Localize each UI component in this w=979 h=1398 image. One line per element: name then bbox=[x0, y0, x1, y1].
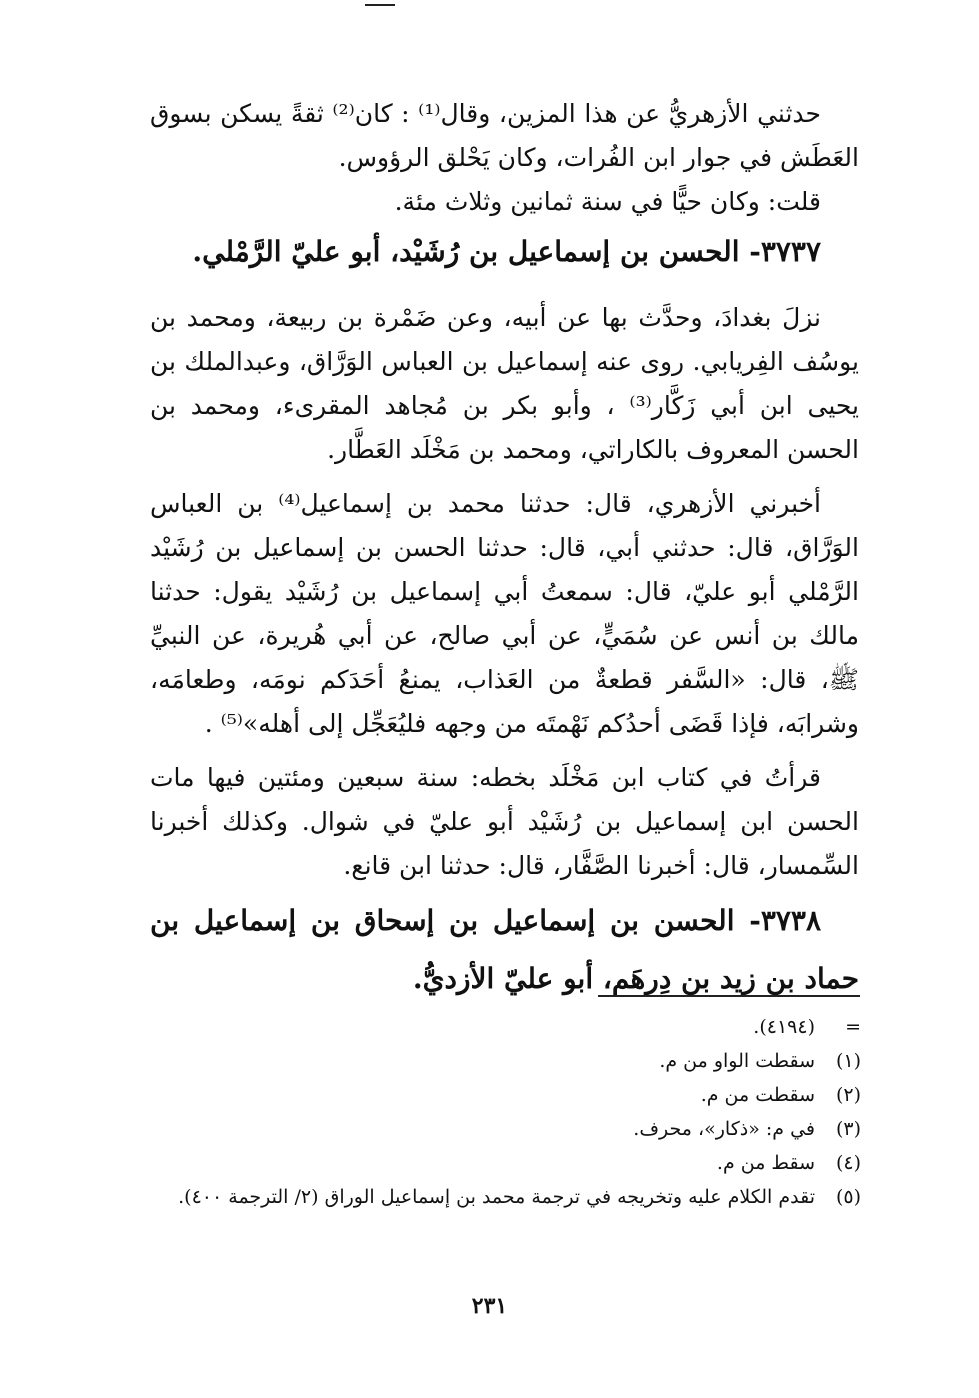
entry-title-3737: ٣٧٣٧- الحسن بن إسماعيل بن رُشَيْد، أبو عليّ الرَّمْلي. bbox=[192, 235, 821, 268]
page-number: ٢٣١ bbox=[471, 1293, 508, 1319]
footnote-number: (١) bbox=[835, 1050, 861, 1072]
footnote-item bbox=[150, 1180, 861, 1214]
entry-title-3738: ٣٧٣٨- الحسن بن إسماعيل بن إسحاق بن إسماعيل بن حماد بن زيد بن دِرهَم، أبو عليّ الأزديُّ. bbox=[150, 904, 859, 995]
paragraph-2: قلت: وكان حيًّا في سنة ثمانين وثلاث مئة. bbox=[394, 187, 821, 216]
footnote-item bbox=[150, 1112, 861, 1146]
footnote-item bbox=[150, 1146, 861, 1180]
footnote-number: (٢) bbox=[835, 1084, 861, 1106]
footnote-rule bbox=[598, 995, 860, 997]
footnote-item bbox=[150, 1010, 861, 1044]
footnote-number: (٣) bbox=[835, 1118, 861, 1140]
footnotes bbox=[150, 1010, 861, 1214]
footnote-text: (٤١٩٤). bbox=[753, 1016, 815, 1038]
main-text bbox=[150, 92, 859, 1008]
footnote-text: تقدم الكلام عليه وتخريجه في ترجمة محمد بن إسماعيل الوراق (٢/ الترجمة ٤٠٠). bbox=[178, 1186, 815, 1208]
footnote-text: في م: «ذكار»، محرف. bbox=[633, 1118, 815, 1140]
top-rule bbox=[365, 4, 395, 6]
paragraph-3: نزلَ بغدادَ، وحدَّث بها عن أبيه، وعن ضَمْرة بن ربيعة، ومحمد بن يوسُف الفِريابي. روى عنه إسماعيل بن العباس الوَرَّاق، وعبدالملك بن يحيى ابن أبي زَكَّار⁽³⁾ ، وأبو بكر بن مُجاهد المقرىء، ومحمد بن الحسن المعروف بالكاراتي، ومحمد بن مَخْلَد العَطَّار. bbox=[150, 303, 859, 464]
footnote-item bbox=[150, 1078, 861, 1112]
footnote-number: = bbox=[845, 1016, 861, 1038]
paragraph-5: قرأتُ في كتاب ابن مَخْلَد بخطه: سنة سبعين ومئتين فيها مات الحسن ابن إسماعيل بن رُشَيْد أبو عليّ في شوال. وكذلك أخبرنا السِّمسار، قال: أخبرنا الصَّفَّار، قال: حدثنا ابن قانع. bbox=[150, 763, 859, 880]
paragraph-1: حدثني الأزهريُّ عن هذا المزين، وقال⁽¹⁾ : كان⁽²⁾ ثقةً يسكن بسوق العَطَش في جوار ابن الفُرات، وكان يَحْلق الرؤوس. bbox=[150, 99, 859, 172]
footnote-item bbox=[150, 1044, 861, 1078]
paragraph-4: أخبرني الأزهري، قال: حدثنا محمد بن إسماعيل⁽⁴⁾ بن العباس الوَرَّاق، قال: حدثني أبي، قال: حدثنا الحسن بن إسماعيل بن رُشَيْد الرَّمْلي أبو عليّ، قال: سمعتُ أبي إسماعيل بن رُشَيْد يقول: حدثنا مالك بن أنس عن سُمَيٍّ، عن أبي صالح، عن أبي هُريرة، عن النبيِّ ﷺ، قال: «السَّفر قطعةٌ من العَذاب، يمنعُ أحَدَكم نومَه، وطعامَه، وشرابَه، فإذا قَضَى أحدُكم نَهْمتَه من وجهه فليُعَجِّل إلى أهله»⁽⁵⁾ . bbox=[150, 489, 859, 738]
footnote-text: سقط من م. bbox=[716, 1152, 815, 1174]
footnote-text: سقطت الواو من م. bbox=[659, 1050, 815, 1072]
footnote-text: سقطت من م. bbox=[700, 1084, 815, 1106]
footnote-number: (٤) bbox=[835, 1152, 861, 1174]
footnote-number: (٥) bbox=[835, 1186, 861, 1208]
